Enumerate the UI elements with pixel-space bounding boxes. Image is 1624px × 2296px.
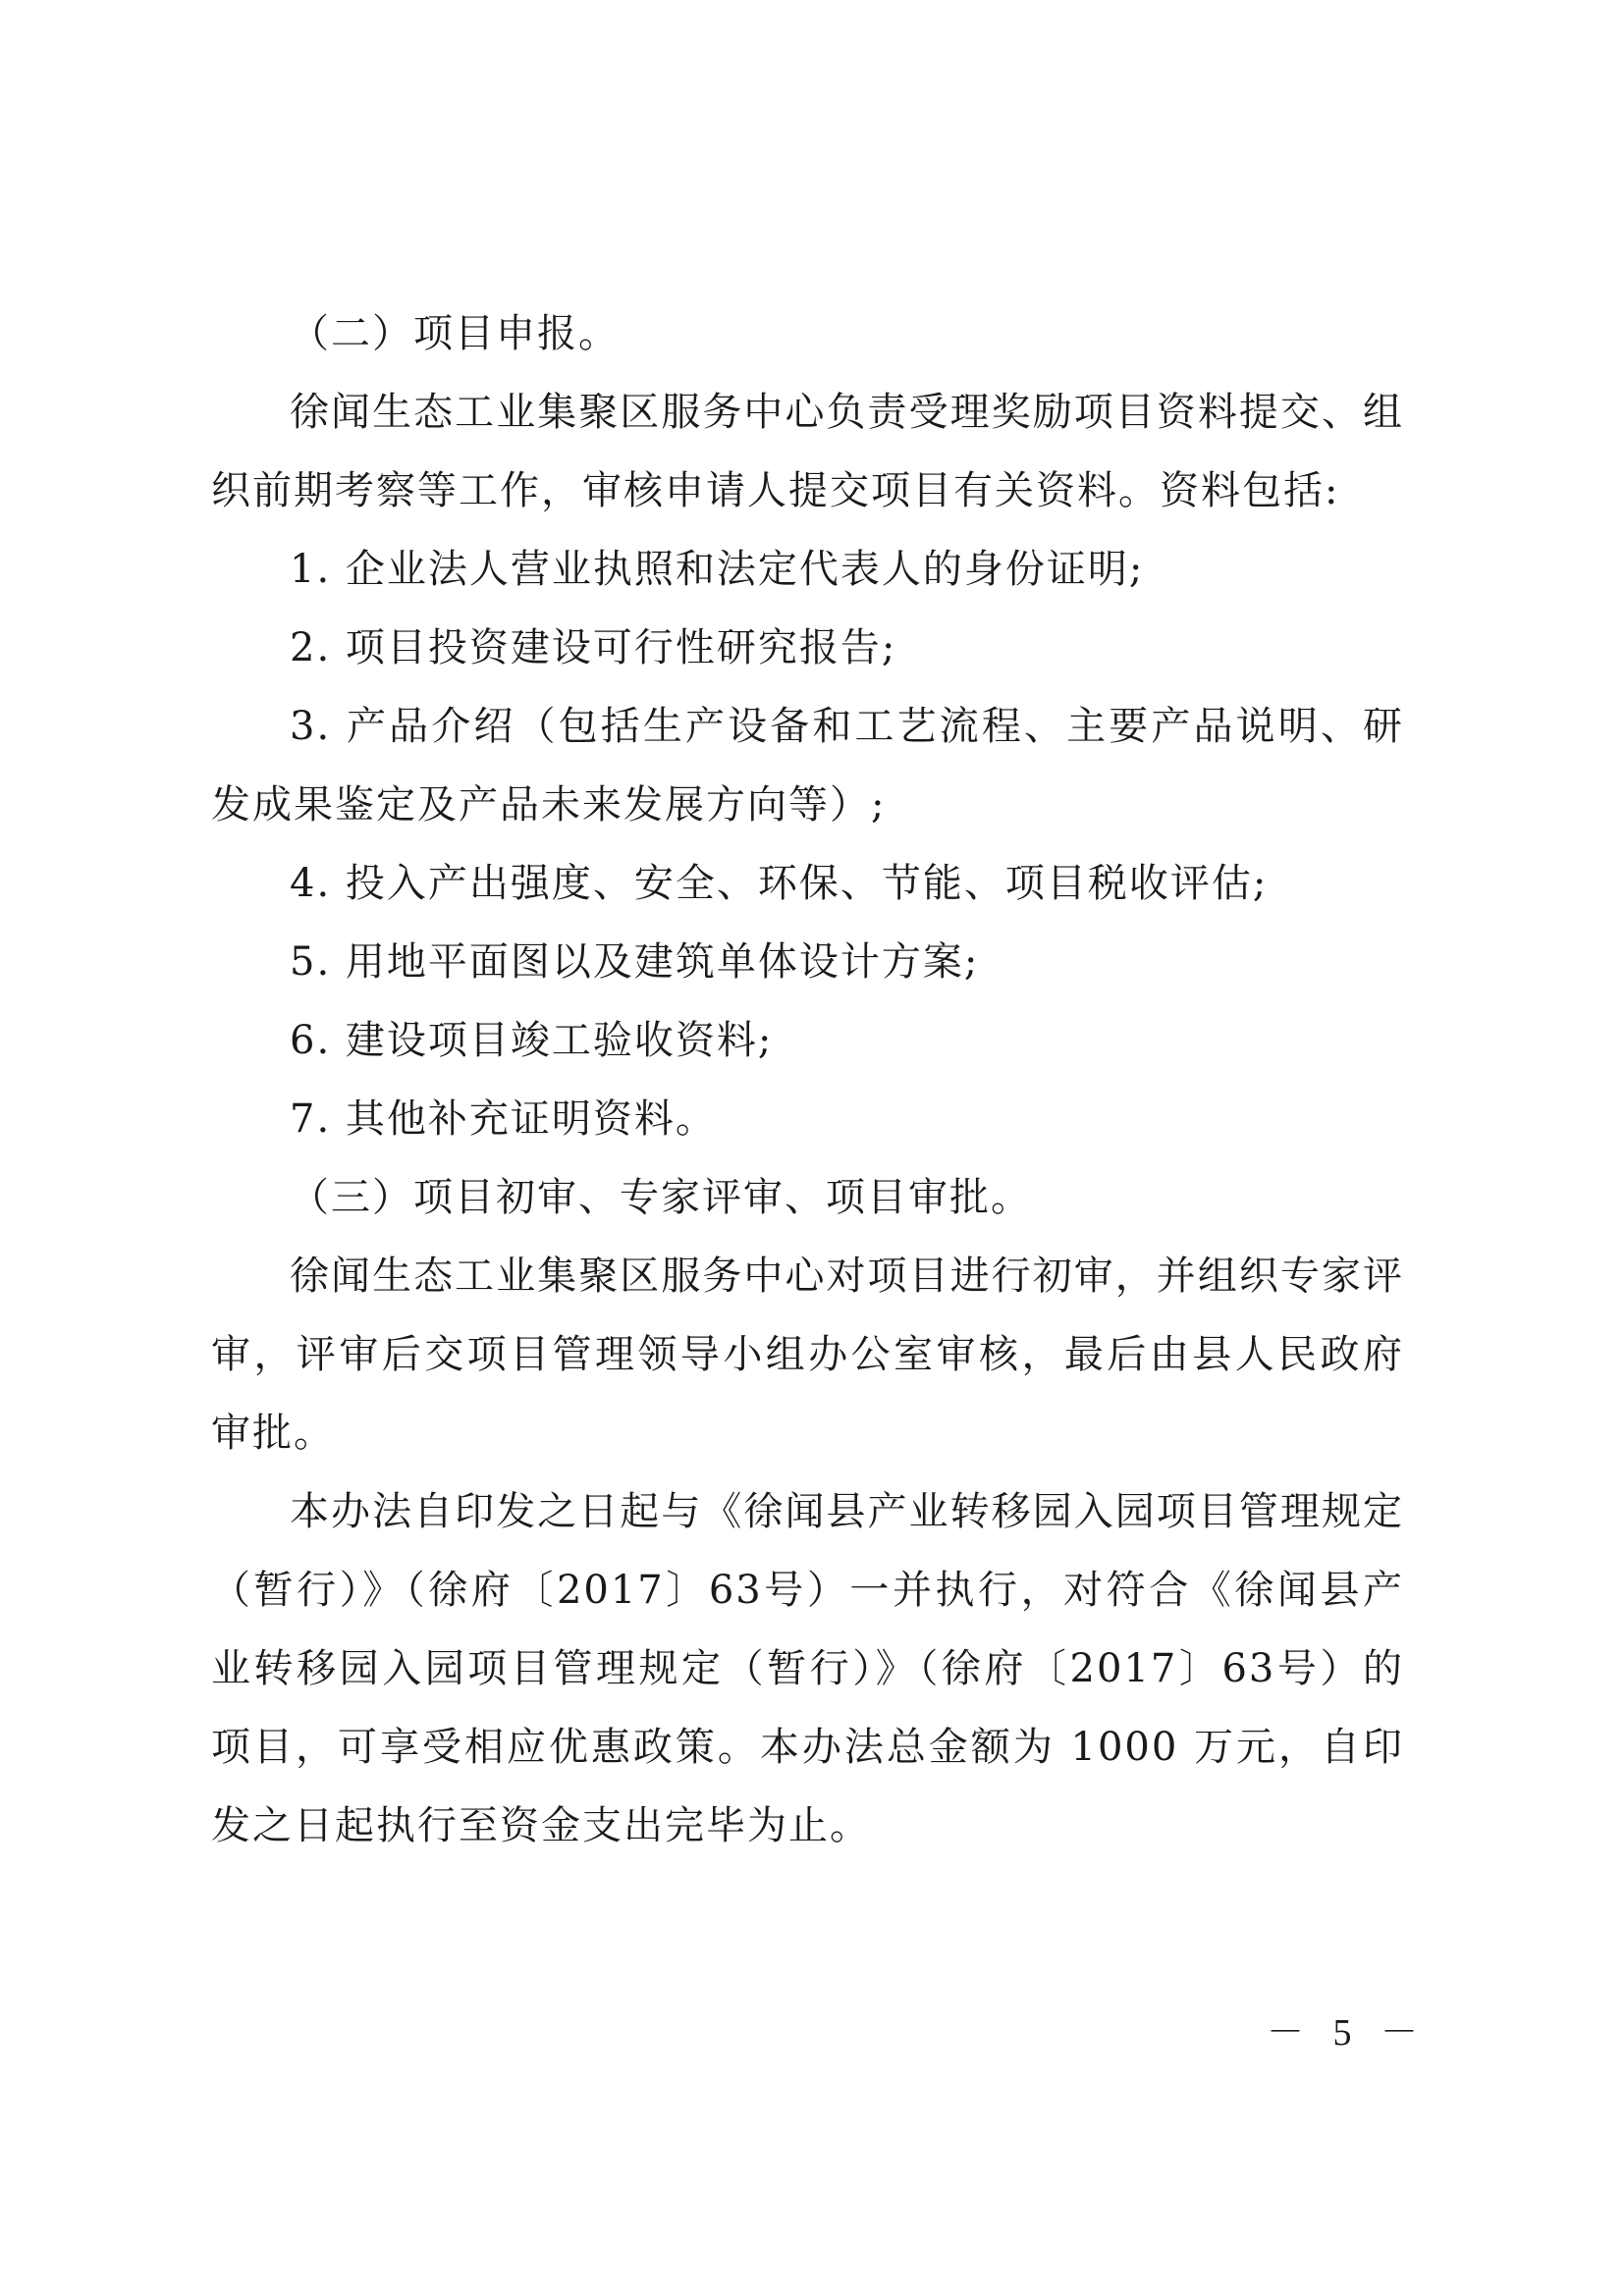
- material-item-6: 6. 建设项目竣工验收资料;: [290, 1018, 774, 1063]
- section-3-body: 徐闻生态工业集聚区服务中心对项目进行初审，并组织专家评审，评审后交项目管理领导小组办公室审核，最后由县人民政府审批。: [211, 1254, 1404, 1456]
- material-item-4: 4. 投入产出强度、安全、环保、节能、项目税收评估;: [290, 861, 1269, 906]
- document-body: [211, 294, 1404, 1865]
- section-2-intro: 徐闻生态工业集聚区服务中心负责受理奖励项目资料提交、组织前期考察等工作，审核申请人提交项目有关资料。资料包括:: [211, 390, 1404, 513]
- closing-paragraph: 本办法自印发之日起与《徐闻县产业转移园入园项目管理规定（暂行）》（徐府〔2017〕63号）一并执行，对符合《徐闻县产业转移园入园项目管理规定（暂行）》（徐府〔2017〕63号）的项目，可享受相应优惠政策。本办法总金额为 1000 万元，自印发之日起执行至资金支出完毕为止。: [211, 1489, 1404, 1848]
- section-2-heading: （二）项目申报。: [290, 311, 620, 356]
- material-item-5: 5. 用地平面图以及建筑单体设计方案;: [290, 939, 980, 985]
- section-3-heading: （三）项目初审、专家评审、项目审批。: [290, 1175, 1032, 1220]
- material-item-7: 7. 其他补充证明资料。: [290, 1096, 717, 1142]
- material-item-2: 2. 项目投资建设可行性研究报告;: [290, 625, 897, 670]
- material-item-1: 1. 企业法人营业执照和法定代表人的身份证明;: [290, 547, 1145, 592]
- page-number: － 5 －: [1267, 2012, 1429, 2054]
- material-item-3: 3. 产品介绍（包括生产设备和工艺流程、主要产品说明、研发成果鉴定及产品未来发展方向等）;: [211, 704, 1404, 828]
